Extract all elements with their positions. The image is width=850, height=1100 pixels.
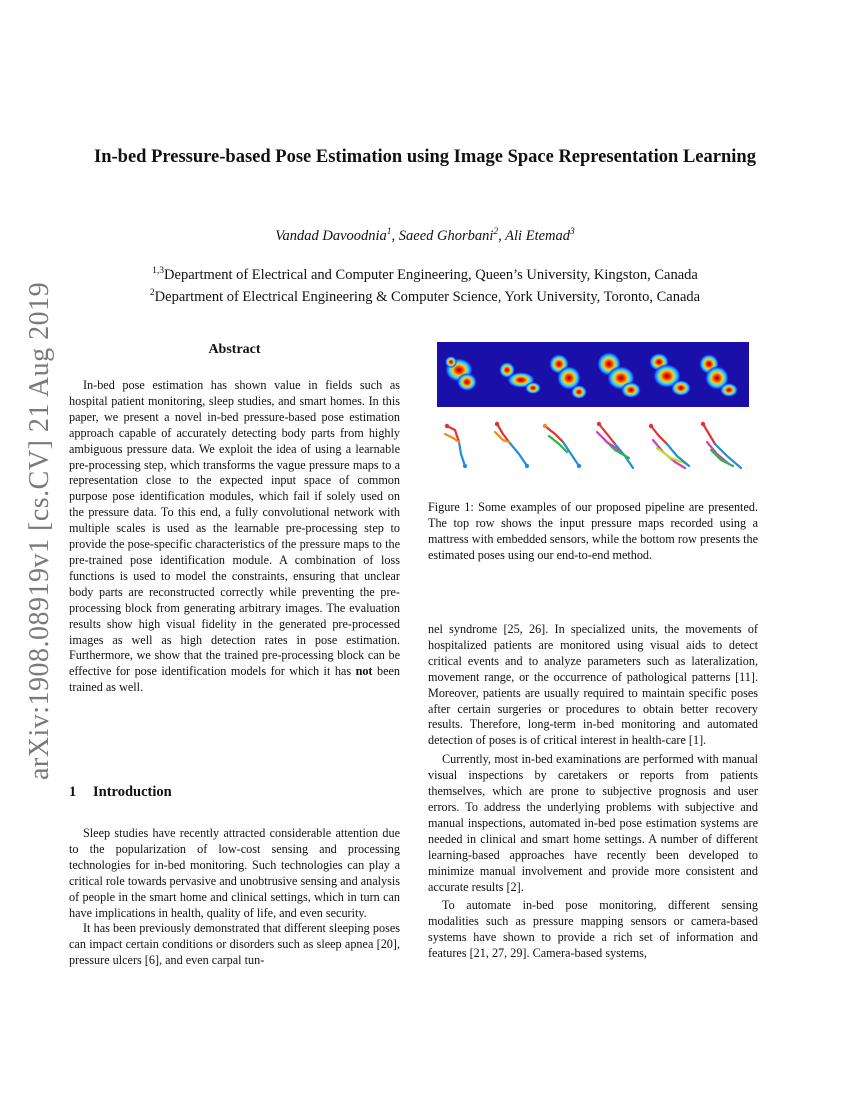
affiliation-sup: 1,3 bbox=[152, 266, 165, 277]
affiliation-sup: 2 bbox=[149, 288, 155, 299]
body-paragraph: Currently, most in-bed examinations are performed with manual visual inspections by caretakers or reports from patients themselves, which are prone to subjective prognosis and user errors. To address the underlying problems with subjective and manual inspections, automated in-bed pose estimation systems are needed in clinical and smart home settings. A number of different learning-based approaches have recently been developed to minimize manual involvement and provide more consistent and accurate results [2]. bbox=[428, 752, 758, 894]
affiliation-text: Department of Electrical Engineering & Computer Science, York University, Toronto, Canada bbox=[154, 289, 701, 305]
author-sup: 2 bbox=[493, 227, 499, 238]
pose-skeleton bbox=[495, 422, 529, 468]
intro-paragraph: Sleep studies have recently attracted considerable attention due to the popularization of low-cost sensing and processing technologies for in-bed monitoring. Such technologies can play a critical role towards pervasive and unobtrusive sensing and analysis of people in the smart home and clinical settings, which in turn can have implications in health, quality of life, and even security. bbox=[69, 826, 401, 920]
paper-title: In-bed Pressure-based Pose Estimation using Image Space Representation Learning bbox=[94, 147, 756, 167]
pose-skeleton bbox=[543, 424, 581, 468]
estimated-pose-strip bbox=[437, 420, 749, 480]
pose-skeleton bbox=[649, 424, 689, 468]
affiliation-text: Department of Electrical and Computer Engineering, Queen’s University, Kingston, Canada bbox=[164, 267, 698, 283]
pose-skeleton bbox=[701, 422, 741, 468]
section-heading-introduction bbox=[69, 784, 172, 801]
introduction-body bbox=[69, 826, 400, 969]
author-sup: 1 bbox=[386, 227, 392, 238]
abstract-bold-word: not bbox=[355, 664, 373, 679]
abstract-text: In-bed pose estimation has shown value in fields such as hospital patient monitoring, sleep studies, and smart homes. In this paper, we present a novel in-bed pressure-based pose estimation approach capable of accurately detecting body parts from highly ambiguous pressure data. We exploit the idea of using a learnable pre-processing step, which transforms the vague pressure maps to a representation close to the expected input space of common purpose pose identification modules, which fail if solely used on the pressure data. To this end, a fully convolutional network with multiple scales is used as the learnable pre-processing step to provide the pose-specific characteristics of the pressure maps to the pre-trained pose identification module. A combination of loss functions is used to model the constraints, ensuring that unclear body parts are reconstructed correctly while preventing the pre-processing block from generating arbitrary images. The evaluation results show high visual fidelity in the generated pre-processed images as well as high detection rates in pose estimation. Furthermore, we show that the trained pre-processing block can be effective for pose identification models for which it has bbox=[69, 378, 400, 679]
pressure-map-strip bbox=[437, 342, 749, 407]
affiliation-line bbox=[80, 264, 770, 286]
figure-1 bbox=[437, 342, 749, 478]
body-paragraph: To automate in-bed pose monitoring, different sensing modalities such as pressure mapping sensors or camera-based systems have shown to provide a rich set of information and features [21, 27, 29]. Camera-based systems, bbox=[428, 898, 758, 961]
figure-1-caption bbox=[428, 500, 758, 564]
abstract-paragraph bbox=[69, 378, 400, 696]
section-number: 1 bbox=[69, 784, 77, 800]
arxiv-stamp: arXiv:1908.08919v1 [cs.CV] 21 Aug 2019 bbox=[24, 281, 55, 780]
author-list: Vandad Davoodnia$^1$, Saeed Ghorbani$^2$, Ali Etemad$^3$ bbox=[275, 227, 575, 244]
right-column-body bbox=[428, 622, 758, 962]
intro-paragraph: It has been previously demonstrated that different sleeping poses can impact certain conditions or disorders such as sleep apnea [20], pressure ulcers [6], and even carpal tun- bbox=[69, 921, 400, 968]
caption-text: Figure 1: Some examples of our proposed pipeline are presented. The top row shows the input pressure maps recorded using a mattress with embedded sensors, while the bottom row presents the estimated poses using our end-to-end method. bbox=[428, 500, 758, 562]
author-name: Ali Etemad bbox=[505, 228, 571, 244]
author-sup: 3 bbox=[570, 227, 575, 238]
pose-skeleton bbox=[597, 422, 633, 468]
abstract-text-end: been trained as well. bbox=[69, 664, 401, 695]
section-title: Introduction bbox=[93, 784, 172, 800]
author-name: Saeed Ghorbani bbox=[398, 228, 494, 244]
affiliation-list bbox=[80, 264, 770, 308]
pose-skeleton bbox=[445, 424, 467, 468]
affiliation-line bbox=[80, 286, 770, 308]
abstract-body bbox=[69, 378, 400, 696]
body-paragraph: nel syndrome [25, 26]. In specialized units, the movements of hospitalized patients are monitored using visual aids to detect critical events and to analyze parameters such as lateralization, movement range, or the occurrence of pathological patterns [11]. Moreover, patients are usually required to maintain specific poses after certain surgeries or procedures to obtain better recovery results. Therefore, long-term in-bed monitoring and automated detection of poses is of critical interest in health-care [1]. bbox=[428, 622, 758, 748]
abstract-heading: Abstract bbox=[208, 342, 261, 357]
author-name: Vandad Davoodnia bbox=[275, 228, 387, 244]
